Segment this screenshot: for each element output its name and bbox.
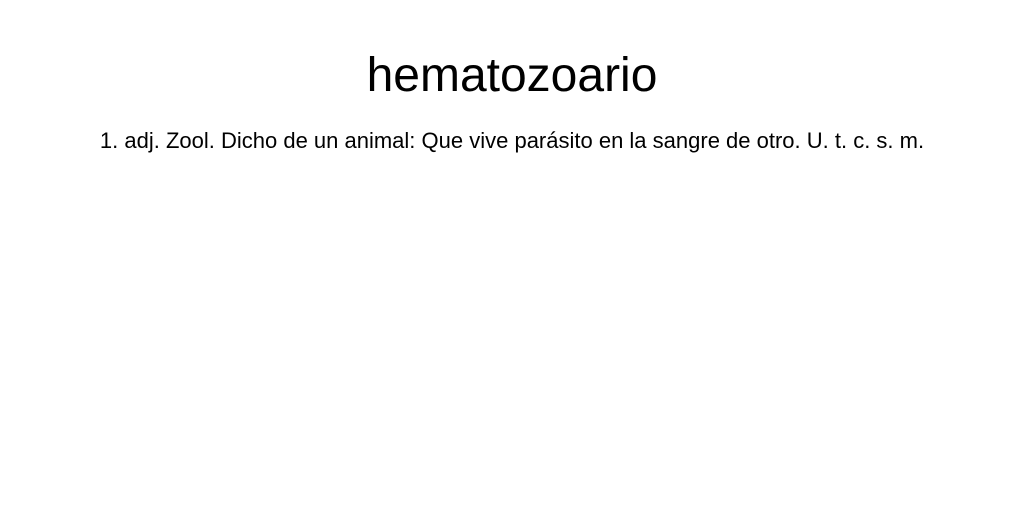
entry-definition: 1. adj. Zool. Dicho de un animal: Que vive parásito en la sangre de otro. U. t. c. s. m. — [99, 128, 925, 153]
entry-headword: hematozoario — [366, 49, 658, 102]
